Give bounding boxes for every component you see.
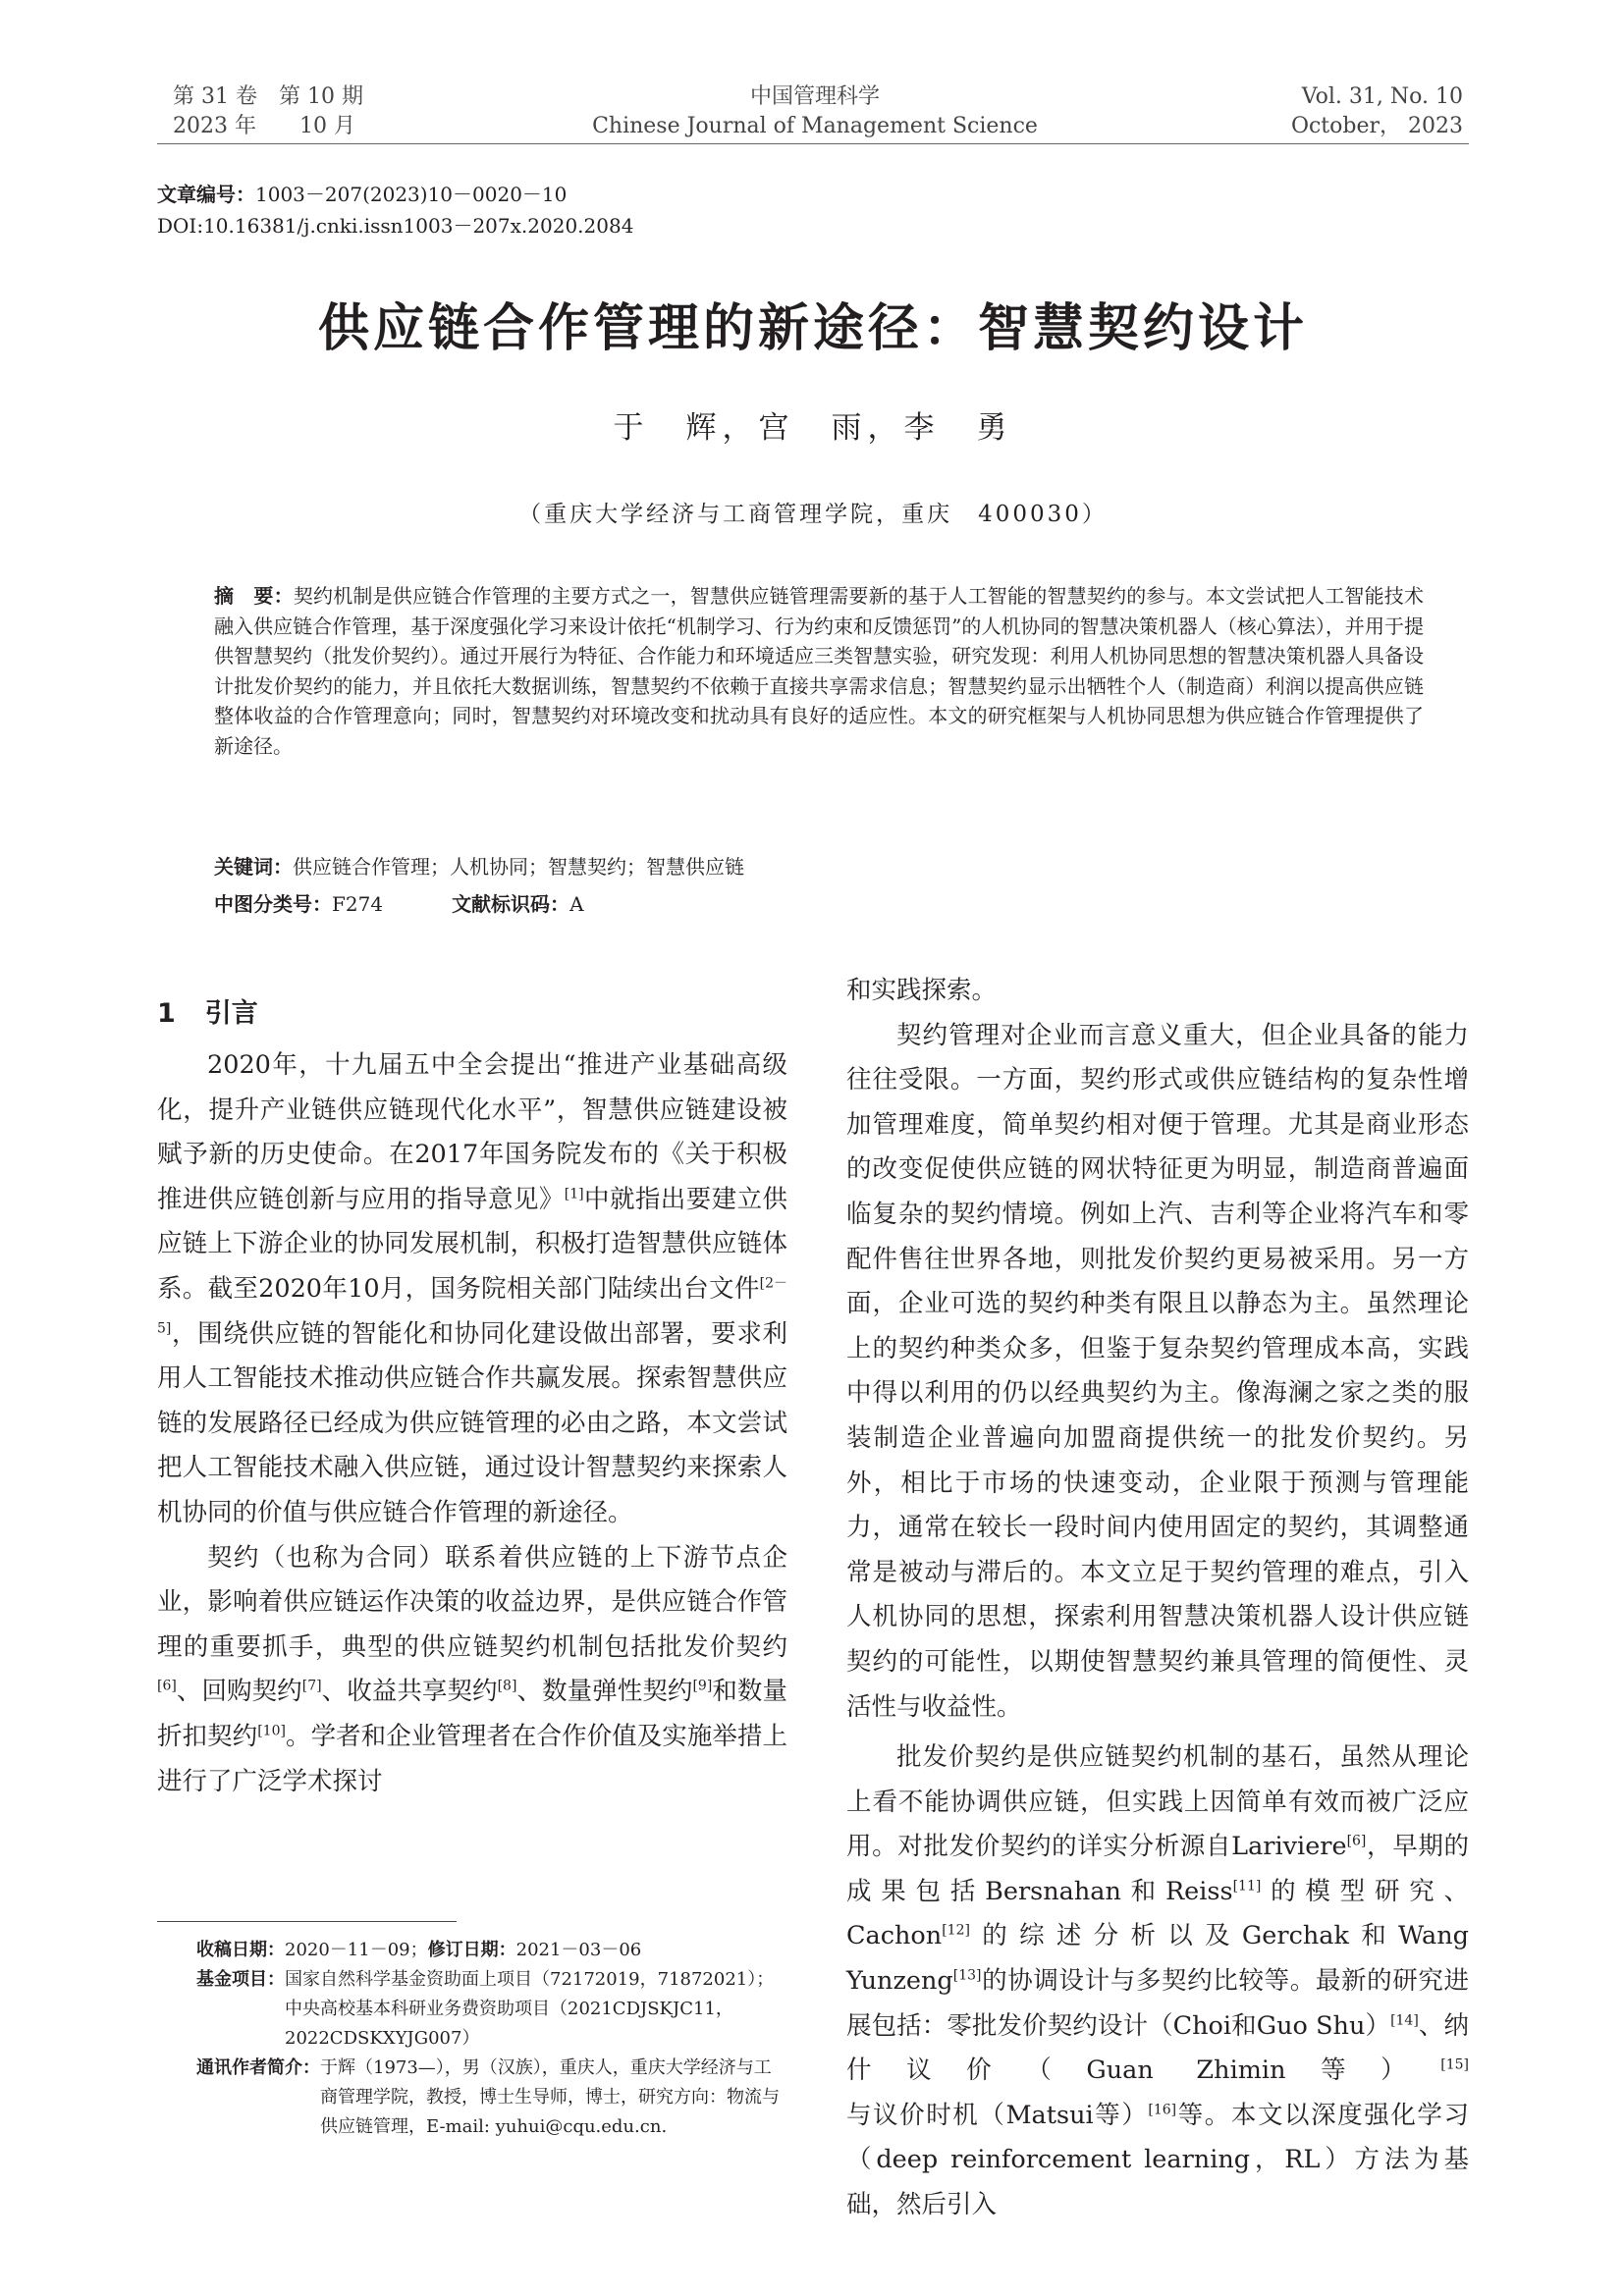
citation: [14] — [1390, 2012, 1419, 2029]
citation: [9] — [692, 1678, 713, 1694]
citation: [16] — [1148, 2102, 1177, 2118]
header-volume-en — [1208, 82, 1463, 141]
keywords: 关键词：供应链合作管理；人机协同；智慧契约；智慧供应链 — [214, 855, 744, 879]
author-bio: 通讯作者简介： 于辉（1973—），男（汉族），重庆人，重庆大学经济与工商管理学院，教授，博士生导师，博士，研究方向：物流与供应链管理，E-mail: yuhui@cqu.edu.cn. — [196, 2057, 780, 2137]
journal-name-cn: 中国管理科学 — [749, 84, 880, 109]
journal-name-en: Chinese Journal of Management Science — [592, 114, 1038, 138]
received-date: 收稿日期：2020－11－09；修订日期：2021－03－06 — [196, 1940, 642, 1960]
header-volume-issue — [173, 82, 363, 141]
citation: [13] — [952, 1967, 982, 1984]
citation: [12] — [942, 1922, 970, 1939]
section-number: 1 — [157, 998, 176, 1029]
paragraph: 批发价契约是供应链契约机制的基石，虽然从理论上看不能协调供应链，但实践上因简单有效而被广泛应用。对批发价契约的详实分析源自Lariviere[6]，早期的成果包括Bersnahan和Reiss[11]的模型研究、Cachon[12]的综述分析以及Gerchak和Wang Yunzeng[13]的协调设计与多契约比较等。最新的研究进展包括：零批发价契约设计（Choi和Guo Shu）[14]、纳什议价（Guan Zhimin等）[15]与议价时机（Matsui等）[16]等。本文以深度强化学习（deep reinforcement learning，RL）方法为基础，然后引入 — [846, 1742, 1469, 2220]
header-volume: 第 31 卷 第 10 期 — [173, 84, 363, 109]
abstract — [214, 581, 1424, 761]
article-number: 文章编号：1003－207(2023)10－0020－10 — [157, 183, 568, 206]
citation: [7] — [301, 1678, 322, 1694]
citation: [15] — [1440, 2056, 1469, 2073]
article-meta — [157, 179, 633, 241]
header-vol-no: Vol. 31, No. 10 — [1301, 84, 1463, 109]
paragraph: 和实践探索。 — [846, 976, 998, 1005]
section-heading — [157, 991, 258, 1030]
doc-code: A — [569, 892, 584, 916]
paper-title: 供应链合作管理的新途径：智慧契约设计 — [317, 299, 1308, 358]
citation: [8] — [497, 1678, 517, 1694]
header-month-year: October， 2023 — [1290, 114, 1463, 138]
header-rule — [157, 143, 1469, 144]
citation: [10] — [257, 1723, 286, 1739]
affiliation: （重庆大学经济与工商管理学院，重庆 400030） — [518, 502, 1108, 527]
paragraph: 2020年，十九届五中全会提出“推进产业基础高级化，提升产业链供应链现代化水平”，智慧供应链建设被赋予新的历史使命。在2017年国务院发布的《关于积极推进供应链创新与应用的指导意见》[1]中就指出要建立供应链上下游企业的协同发展机制，积极打造智慧供应链体系。截至2020年10月，国务院相关部门陆续出台文件[2－5]，围绕供应链的智能化和协同化建设做出部署，要求利用人工智能技术推动供应链合作共赢发展。探索智慧供应链的发展路径已经成为供应链管理的必由之路，本文尝试把人工智能技术融入供应链，通过设计智慧契约来探索人机协同的价值与供应链合作管理的新途径。 — [157, 1050, 787, 1527]
citation: [2－5] — [157, 1275, 787, 1337]
classification: 中图分类号：F274 文献标识码：A — [214, 892, 584, 916]
paragraph: 契约管理对企业而言意义重大，但企业具备的能力往往受限。一方面，契约形式或供应链结构的复杂性增加管理难度，简单契约相对便于管理。尤其是商业形态的改变促使供应链的网状特征更为明显，制造商普遍面临复杂的契约情境。例如上汽、吉利等企业将汽车和零配件售往世界各地，则批发价契约更易被采用。另一方面，企业可选的契约种类有限且以静态为主。虽然理论上的契约种类众多，但鉴于复杂契约管理成本高，实践中得以利用的仍以经典契约为主。像海澜之家之类的服装制造企业普遍向加盟商提供统一的批发价契约。另外，相比于市场的快速变动，企业限于预测与管理能力，通常在较长一段时间内使用固定的契约，其调整通常是被动与滞后的。本文立足于契约管理的难点，引入人机协同的思想，探索利用智慧决策机器人设计供应链契约的可能性，以期使智慧契约兼具管理的简便性、灵活性与收益性。 — [846, 1020, 1469, 1722]
fund-info: 基金项目： 国家自然科学基金资助面上项目（72172019，71872021）；中央高校基本科研业务费资助项目（2021CDJSKJC11，2022CDSKXYJG007） — [196, 1969, 775, 2049]
citation: [11] — [1232, 1878, 1262, 1895]
abstract-text: 契约机制是供应链合作管理的主要方式之一，智慧供应链管理需要新的基于人工智能的智慧契约的参与。本文尝试把人工智能技术融入供应链合作管理，基于深度强化学习来设计依托“机制学习、行为约束和反馈惩罚”的人机协同的智慧决策机器人（核心算法），并用于提供智慧契约（批发价契约）。通过开展行为特征、合作能力和环境适应三类智慧实验，研究发现：利用人机协同思想的智慧决策机器人具备设计批发价契约的能力，并且依托大数据训练，智慧契约不依赖于直接共享需求信息；智慧契约显示出牺牲个人（制造商）利润以提高供应链整体收益的合作管理意向；同时，智慧契约对环境改变和扰动具有良好的适应性。本文的研究框架与人机协同思想为供应链合作管理提供了新途径。 — [214, 584, 1425, 758]
paragraph: 契约（也称为合同）联系着供应链的上下游节点企业，影响着供应链运作决策的收益边界，是供应链合作管理的重要抓手，典型的供应链契约机制包括批发价契约[6]、回购契约[7]、收益共享契约[8]、数量弹性契约[9]和数量折扣契约[10]。学者和企业管理者在合作价值及实施举措上进行了广泛学术探讨 — [157, 1542, 787, 1796]
section-title: 引言 — [204, 998, 258, 1029]
author-list: 于 辉，宫 雨，李 勇 — [613, 410, 1013, 446]
citation: [1] — [564, 1186, 584, 1202]
citation: [6] — [1346, 1833, 1367, 1849]
header-journal — [550, 82, 1080, 141]
clc-code: F274 — [332, 892, 384, 916]
header-date: 2023 年 10 月 — [173, 114, 355, 138]
abstract-label: 摘 要： — [214, 584, 294, 608]
footnote-rule — [157, 1921, 457, 1922]
left-column — [157, 1043, 787, 1804]
doi: DOI:10.16381/j.cnki.issn1003－207x.2020.2084 — [157, 214, 634, 238]
citation: [6] — [157, 1678, 177, 1694]
footnotes — [196, 1936, 787, 2142]
right-column — [846, 969, 1469, 2228]
